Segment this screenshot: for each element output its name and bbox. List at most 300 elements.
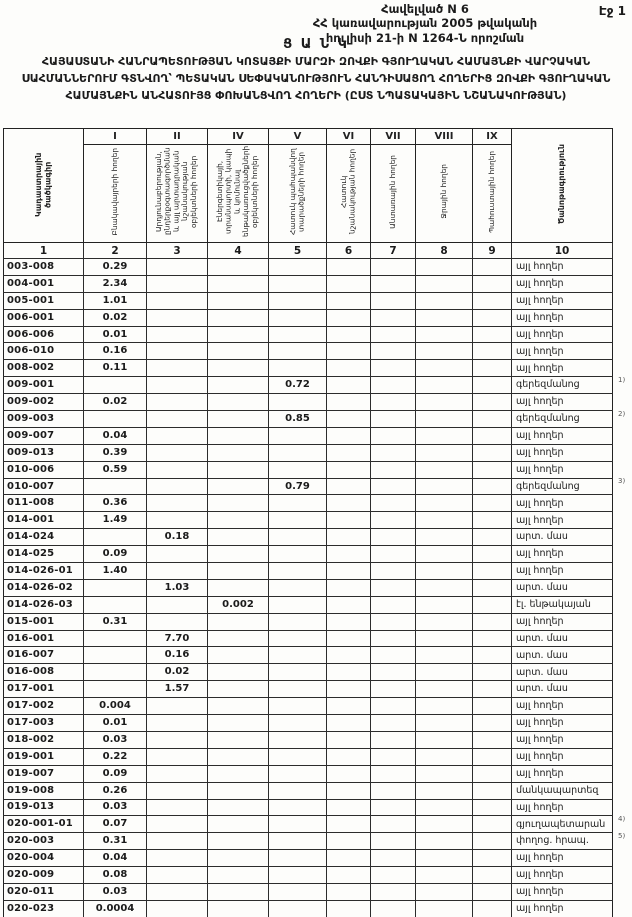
table-row (4, 630, 632, 647)
cell-remark: այլ հողեր (512, 292, 613, 309)
cell-area-value (208, 698, 269, 715)
cell-area-value (269, 343, 327, 360)
cell-area-value (208, 478, 269, 495)
cell-area-value (84, 377, 147, 394)
footnote-mark (613, 326, 632, 343)
cell-area-value (473, 833, 512, 850)
cell-remark: այլ հողեր (512, 867, 613, 884)
cell-area-value (371, 613, 416, 630)
cell-area-value (269, 867, 327, 884)
roman-numeral-IX: IX (473, 129, 512, 145)
cell-remark: արտ. մաս (512, 529, 613, 546)
cell-area-value (371, 681, 416, 698)
roman-numeral-VI: VI (327, 129, 371, 145)
cell-cadastral-code: 005-001 (4, 292, 84, 309)
footnote-mark (613, 647, 632, 664)
cell-area-value (147, 748, 208, 765)
cell-area-value (327, 883, 371, 900)
cell-area-value: 0.09 (84, 546, 147, 563)
cell-area-value (208, 748, 269, 765)
table-row (4, 647, 632, 664)
roman-numeral-IV: IV (208, 129, 269, 145)
cell-area-value (371, 698, 416, 715)
footnote-mark (613, 765, 632, 782)
cell-area-value (269, 613, 327, 630)
footnote-mark (613, 259, 632, 276)
table-row (4, 748, 632, 765)
cell-area-value (208, 850, 269, 867)
cell-area-value (269, 748, 327, 765)
footnote-mark (613, 444, 632, 461)
cell-area-value: 1.49 (84, 512, 147, 529)
annex-line-2: ՀՀ կառավարության 2005 թվականի (312, 16, 538, 31)
cell-area-value (269, 529, 327, 546)
cell-area-value (327, 343, 371, 360)
cell-remark: այլ հողեր (512, 765, 613, 782)
cell-area-value (269, 326, 327, 343)
cell-area-value (327, 900, 371, 917)
cell-area-value (147, 596, 208, 613)
cell-area-value (147, 394, 208, 411)
cell-area-value: 1.01 (84, 292, 147, 309)
header-remark (512, 129, 613, 243)
table-row (4, 664, 632, 681)
cell-area-value (371, 883, 416, 900)
cell-area-value: 0.002 (208, 596, 269, 613)
cell-area-value (147, 478, 208, 495)
footnote-mark (613, 850, 632, 867)
footnote-mark (613, 394, 632, 411)
cell-area-value (327, 765, 371, 782)
cell-area-value (371, 816, 416, 833)
cell-area-value (416, 360, 473, 377)
footnote-mark (613, 546, 632, 563)
cell-cadastral-code: 020-004 (4, 850, 84, 867)
cell-cadastral-code: 008-002 (4, 360, 84, 377)
cell-area-value (269, 292, 327, 309)
cell-area-value (371, 563, 416, 580)
cell-remark: փողոց. հրապ. (512, 833, 613, 850)
cell-area-value (416, 512, 473, 529)
cell-area-value (84, 647, 147, 664)
cell-area-value (208, 883, 269, 900)
footnote-mark (613, 698, 632, 715)
cell-area-value (269, 850, 327, 867)
footnote-mark: 3) (618, 478, 626, 486)
cell-area-value (416, 664, 473, 681)
cell-area-value: 0.31 (84, 613, 147, 630)
cell-area-value (473, 478, 512, 495)
cell-area-value (416, 900, 473, 917)
land-transfer-table (3, 128, 632, 917)
cell-area-value (147, 782, 208, 799)
cell-area-value (473, 495, 512, 512)
cell-area-value (327, 394, 371, 411)
cell-remark: արտ. մաս (512, 681, 613, 698)
footnote-mark: 5) (618, 832, 626, 840)
cell-area-value (473, 461, 512, 478)
cell-area-value (208, 343, 269, 360)
cell-cadastral-code: 009-003 (4, 411, 84, 428)
cell-area-value (371, 579, 416, 596)
cell-area-value (208, 833, 269, 850)
cell-area-value (473, 715, 512, 732)
footnote-mark (613, 630, 632, 647)
cell-area-value (147, 259, 208, 276)
cell-cadastral-code: 014-026-03 (4, 596, 84, 613)
cell-area-value (473, 799, 512, 816)
cell-area-value (327, 275, 371, 292)
column-number: 8 (416, 243, 473, 259)
cell-area-value (416, 630, 473, 647)
cell-area-value (327, 731, 371, 748)
cell-area-value: 0.09 (84, 765, 147, 782)
cell-area-value (208, 765, 269, 782)
cell-area-value (327, 630, 371, 647)
cell-area-value (269, 495, 327, 512)
cell-area-value (473, 698, 512, 715)
cell-area-value (416, 850, 473, 867)
cell-area-value: 0.59 (84, 461, 147, 478)
cell-area-value (208, 292, 269, 309)
table-row (4, 883, 632, 900)
cell-area-value (269, 461, 327, 478)
cell-area-value (371, 647, 416, 664)
cell-area-value (327, 816, 371, 833)
roman-numeral-I: I (84, 129, 147, 145)
header-protected-area-lands: Հատուկ պահպանվող տարածքների հողեր (269, 145, 327, 243)
table-row (4, 259, 632, 276)
cell-cadastral-code: 017-001 (4, 681, 84, 698)
cell-area-value (147, 326, 208, 343)
cell-area-value (371, 427, 416, 444)
cell-area-value (208, 731, 269, 748)
cell-area-value (208, 647, 269, 664)
cell-area-value (473, 377, 512, 394)
cell-area-value (371, 461, 416, 478)
cell-area-value (147, 292, 208, 309)
cell-area-value (371, 765, 416, 782)
cell-area-value: 0.26 (84, 782, 147, 799)
cell-cadastral-code: 010-006 (4, 461, 84, 478)
cell-area-value (416, 461, 473, 478)
table-row (4, 850, 632, 867)
cell-area-value (416, 883, 473, 900)
cell-area-value (84, 579, 147, 596)
cell-area-value (327, 563, 371, 580)
cell-area-value (147, 461, 208, 478)
footnote-mark (613, 427, 632, 444)
cell-area-value (208, 326, 269, 343)
cell-cadastral-code: 015-001 (4, 613, 84, 630)
cell-area-value (147, 698, 208, 715)
cell-area-value (208, 495, 269, 512)
cell-area-value (269, 900, 327, 917)
footnote-mark (613, 309, 632, 326)
cell-area-value (269, 731, 327, 748)
cell-area-value (269, 259, 327, 276)
cell-remark: այլ հողեր (512, 259, 613, 276)
cell-remark: մանկապարտեզ (512, 782, 613, 799)
cell-area-value: 0.16 (147, 647, 208, 664)
footnote-mark (613, 799, 632, 816)
cell-remark: այլ հողեր (512, 427, 613, 444)
table-row (4, 461, 632, 478)
cell-area-value (147, 613, 208, 630)
table-row (4, 343, 632, 360)
cell-remark: էլ. ենթակայան (512, 596, 613, 613)
cell-area-value (147, 816, 208, 833)
cell-remark: արտ. մաս (512, 664, 613, 681)
cell-area-value (416, 731, 473, 748)
cell-area-value (416, 275, 473, 292)
cell-cadastral-code: 020-003 (4, 833, 84, 850)
cell-area-value (147, 495, 208, 512)
cell-area-value (473, 259, 512, 276)
cell-area-value (371, 529, 416, 546)
cell-area-value (269, 647, 327, 664)
header-reserve-lands: Պահուստային հողեր (473, 145, 512, 243)
cell-area-value: 0.01 (84, 326, 147, 343)
cell-area-value (473, 292, 512, 309)
table-row (4, 360, 632, 377)
cell-area-value (371, 343, 416, 360)
document-title: ՀԱՅԱՍՏԱՆԻ ՀԱՆՐԱՊԵՏՈՒԹՅԱՆ ԿՈՏԱՅՔԻ ՄԱՐԶԻ ԶՈՎՔԻ ԳՅՈՒՂԱԿԱՆ ՀԱՄԱՅՆՔԻ ՎԱՐՉԱԿԱՆ ՍԱՀՄԱՆՆԵՐՈՒՄ ԳՏՆՎՈՂ՝ ՊԵՏԱԿԱՆ ՍԵՓԱԿԱՆՈՒԹՅՈՒՆ ՀԱՆԴԻՍԱՑՈՂ ՀՈՂԵՐԻՑ ԶՈՎՔԻ ԳՅՈՒՂԱԿԱՆ ՀԱՄԱՅՆՔԻՆ ԱՆՀԱՏՈՒՅՑ ՓՈԽԱՆՑՎՈՂ ՀՈՂԵՐԻ (ԸՍՏ ՆՊԱՏԱԿԱՅԻՆ ՆՇԱՆԱԿՈՒԹՅԱՆ) (21, 55, 611, 103)
footnote-mark (613, 681, 632, 698)
cell-area-value (208, 630, 269, 647)
cell-area-value (473, 444, 512, 461)
cell-cadastral-code: 019-001 (4, 748, 84, 765)
table-row (4, 512, 632, 529)
cell-area-value (473, 900, 512, 917)
footnote-mark: 4) (618, 815, 626, 823)
cell-area-value: 0.02 (84, 309, 147, 326)
cell-area-value (269, 444, 327, 461)
column-number: 10 (512, 243, 613, 259)
cell-area-value (416, 377, 473, 394)
cell-area-value: 0.03 (84, 883, 147, 900)
footnote-mark (613, 613, 632, 630)
cell-area-value (371, 833, 416, 850)
cell-area-value (327, 444, 371, 461)
table-row (4, 546, 632, 563)
cell-remark: արտ. մաս (512, 630, 613, 647)
footnote-mark (613, 360, 632, 377)
cell-area-value (371, 731, 416, 748)
cell-area-value: 0.02 (147, 664, 208, 681)
cell-area-value (269, 512, 327, 529)
cell-area-value (327, 748, 371, 765)
cell-remark: գյուղապետարան (512, 816, 613, 833)
cell-cadastral-code: 009-013 (4, 444, 84, 461)
cell-area-value (473, 748, 512, 765)
header-energy-transport-lands: Էներգետիկայի, տրանսպորտի, կապի և կոմունալ ենթակառուցվածքների օբյեկտների հողեր (208, 145, 269, 243)
cell-remark: այլ հողեր (512, 799, 613, 816)
cell-area-value (147, 309, 208, 326)
cell-area-value (371, 630, 416, 647)
cell-area-value (327, 596, 371, 613)
cell-area-value (473, 309, 512, 326)
cell-cadastral-code: 006-010 (4, 343, 84, 360)
cell-area-value (84, 630, 147, 647)
cell-area-value (269, 275, 327, 292)
cell-area-value (269, 765, 327, 782)
cell-remark: գերեզմանոց (512, 411, 613, 428)
cell-cadastral-code: 019-013 (4, 799, 84, 816)
cell-area-value (416, 715, 473, 732)
table-row (4, 377, 632, 394)
cell-area-value (371, 478, 416, 495)
cell-cadastral-code: 016-001 (4, 630, 84, 647)
cell-area-value (371, 360, 416, 377)
cell-area-value (84, 529, 147, 546)
cell-area-value (416, 816, 473, 833)
cell-area-value (327, 292, 371, 309)
table-row (4, 900, 632, 917)
table-row (4, 698, 632, 715)
cell-remark: այլ հողեր (512, 444, 613, 461)
cell-area-value (208, 715, 269, 732)
roman-numeral-II: II (147, 129, 208, 145)
cell-cadastral-code: 018-002 (4, 731, 84, 748)
cell-area-value: 0.29 (84, 259, 147, 276)
cell-area-value (327, 427, 371, 444)
cell-area-value (473, 731, 512, 748)
cell-area-value: 0.07 (84, 816, 147, 833)
footnote-mark (613, 292, 632, 309)
footnote-mark (613, 275, 632, 292)
cell-area-value (473, 326, 512, 343)
cell-cadastral-code: 016-008 (4, 664, 84, 681)
cell-cadastral-code: 009-007 (4, 427, 84, 444)
cell-area-value: 1.03 (147, 579, 208, 596)
cell-cadastral-code: 004-001 (4, 275, 84, 292)
cell-area-value (416, 765, 473, 782)
cell-area-value (327, 681, 371, 698)
table-row (4, 731, 632, 748)
cell-area-value (327, 833, 371, 850)
cell-area-value (147, 715, 208, 732)
cell-area-value (327, 867, 371, 884)
footnote-mark: 2) (618, 410, 626, 418)
cell-area-value (473, 596, 512, 613)
cell-area-value (327, 664, 371, 681)
cell-cadastral-code: 014-026-02 (4, 579, 84, 596)
cell-remark: այլ հողեր (512, 900, 613, 917)
cell-remark: այլ հողեր (512, 563, 613, 580)
cell-remark: այլ հողեր (512, 613, 613, 630)
table-row (4, 579, 632, 596)
cell-area-value (269, 799, 327, 816)
cell-area-value (473, 883, 512, 900)
cell-area-value (147, 799, 208, 816)
cell-remark: այլ հողեր (512, 326, 613, 343)
footnote-mark (613, 900, 632, 917)
cell-area-value (473, 411, 512, 428)
cell-area-value (327, 546, 371, 563)
cell-area-value (208, 782, 269, 799)
cell-area-value (147, 411, 208, 428)
cell-area-value (269, 883, 327, 900)
table-row (4, 833, 632, 850)
cell-area-value (473, 681, 512, 698)
cell-area-value: 0.01 (84, 715, 147, 732)
cell-cadastral-code: 016-007 (4, 647, 84, 664)
table-row (4, 292, 632, 309)
footnote-mark (613, 495, 632, 512)
footnote-mark (613, 512, 632, 529)
cell-remark: այլ հողեր (512, 461, 613, 478)
cell-area-value (473, 360, 512, 377)
cell-area-value (269, 394, 327, 411)
cell-area-value (416, 563, 473, 580)
cell-area-value (416, 782, 473, 799)
footnote-mark: 1) (618, 376, 626, 384)
land-table-wrapper (3, 128, 632, 917)
footnote-mark (613, 715, 632, 732)
cell-area-value (269, 563, 327, 580)
cell-area-value (84, 478, 147, 495)
cell-remark: արտ. մաս (512, 579, 613, 596)
cell-area-value (208, 613, 269, 630)
cell-remark: այլ հողեր (512, 309, 613, 326)
cell-remark: գերեզմանոց (512, 377, 613, 394)
cell-area-value (473, 546, 512, 563)
cell-area-value (208, 411, 269, 428)
cell-area-value (473, 664, 512, 681)
cell-cadastral-code: 014-001 (4, 512, 84, 529)
cell-cadastral-code: 014-026-01 (4, 563, 84, 580)
cell-area-value (208, 259, 269, 276)
cell-cadastral-code: 011-008 (4, 495, 84, 512)
cell-area-value (371, 326, 416, 343)
cell-area-value: 0.39 (84, 444, 147, 461)
table-row (4, 427, 632, 444)
table-row (4, 275, 632, 292)
cell-remark: այլ հողեր (512, 275, 613, 292)
cell-area-value (269, 833, 327, 850)
cell-remark: այլ հողեր (512, 394, 613, 411)
cell-remark: այլ հողեր (512, 698, 613, 715)
cell-remark: այլ հողեր (512, 512, 613, 529)
cell-area-value (269, 816, 327, 833)
footnote-mark (613, 343, 632, 360)
cell-area-value (147, 343, 208, 360)
roman-numeral-VIII: VIII (416, 129, 473, 145)
cell-area-value (371, 275, 416, 292)
cell-area-value (147, 427, 208, 444)
cell-area-value (208, 360, 269, 377)
cell-area-value (371, 512, 416, 529)
cell-area-value: 0.18 (147, 529, 208, 546)
cell-cadastral-code: 017-002 (4, 698, 84, 715)
table-row (4, 799, 632, 816)
cell-remark: այլ հողեր (512, 495, 613, 512)
cell-area-value: 1.40 (84, 563, 147, 580)
cell-area-value (84, 664, 147, 681)
cell-area-value (208, 512, 269, 529)
cell-area-value (371, 748, 416, 765)
table-row (4, 816, 632, 833)
cell-area-value (147, 563, 208, 580)
cell-area-value: 0.85 (269, 411, 327, 428)
table-row (4, 478, 632, 495)
table-row (4, 495, 632, 512)
cell-area-value (208, 816, 269, 833)
header-forest-lands: Անտառային հողեր (371, 145, 416, 243)
cell-area-value (147, 377, 208, 394)
cell-area-value (269, 782, 327, 799)
